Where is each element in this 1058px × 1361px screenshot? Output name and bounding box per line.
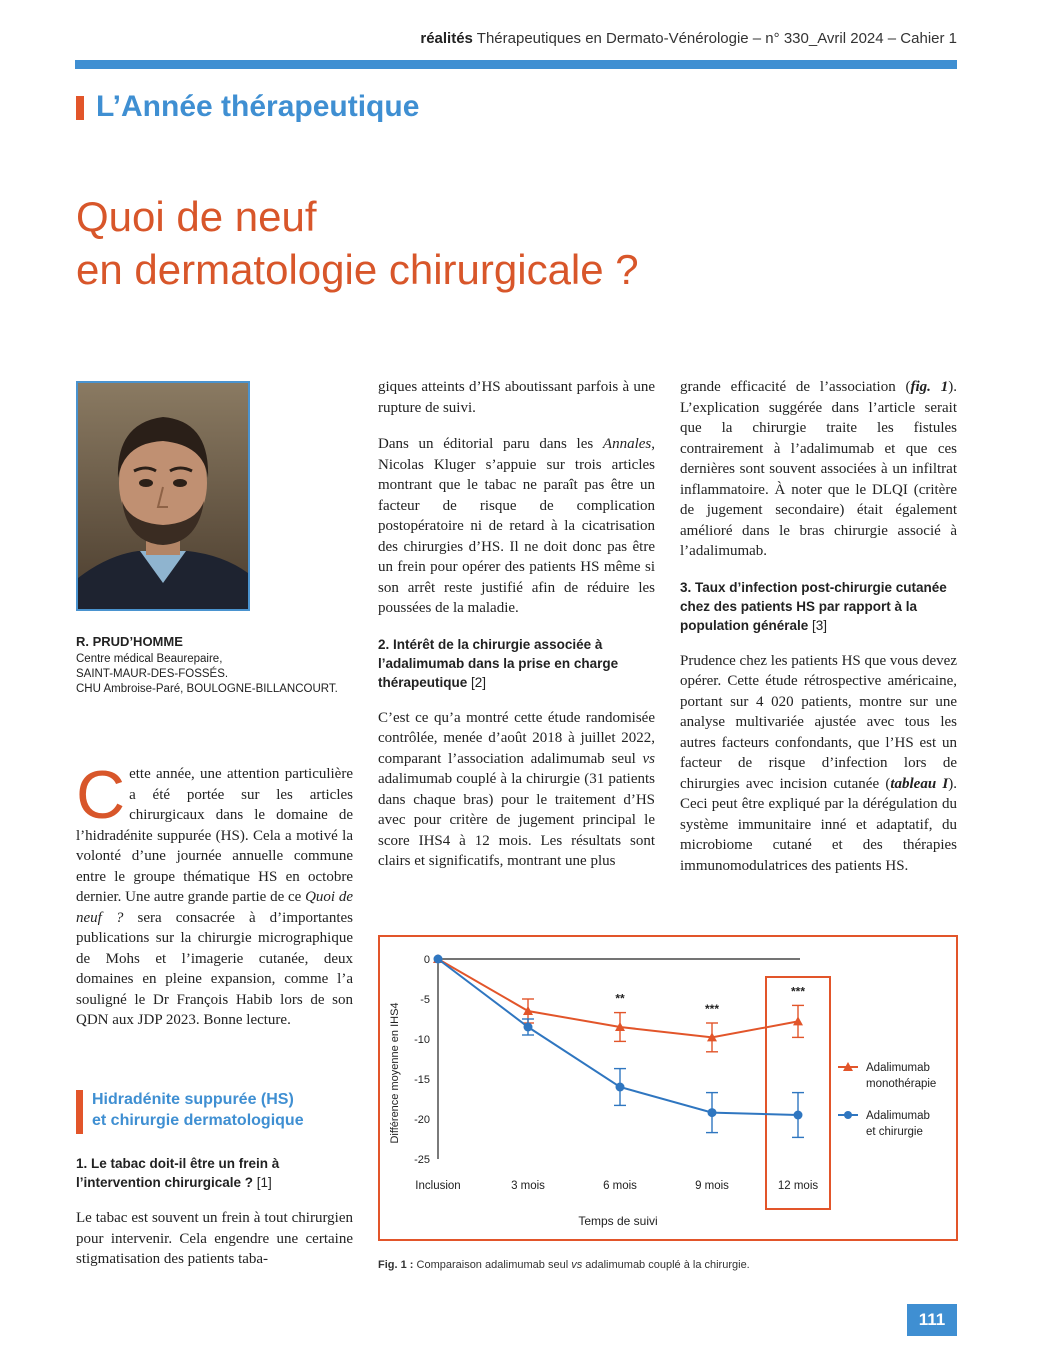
data-point-circle <box>794 1111 803 1120</box>
author-name: R. PRUD’HOMME <box>76 634 183 649</box>
x-tick-label: 6 mois <box>603 1180 637 1192</box>
subheading-marker <box>76 1090 83 1134</box>
y-tick-label: -5 <box>420 994 430 1006</box>
heading-2: 2. Intérêt de la chirurgie associée à l’adalimumab dans la prise en charge thérapeutique [2] <box>378 636 619 690</box>
figure-caption: Fig. 1 : Comparaison adalimumab seul vs adalimumab couplé à la chirurgie. <box>378 1259 750 1271</box>
x-tick-label: 9 mois <box>695 1180 729 1192</box>
heading-1: 1. Le tabac doit-il être un frein à l’intervention chirurgicale ? [1] <box>76 1156 280 1190</box>
y-tick-label: -25 <box>414 1154 430 1166</box>
page-title <box>76 190 639 296</box>
y-tick-label: -20 <box>414 1114 430 1126</box>
column-1-section <box>76 1154 353 1286</box>
paragraph-3-1: grande efficacité de l’association (fig. 1). L’explication suggérée dans l’article serait que la chirurgie traite les fistules contrairement à l’adalimumab et que ces dernières sont souvent associées à un infiltrat inflammatoire. À noter que le DLQI (critère de jugement secondaire) était également amélioré dans le bras chirurgie associé à l’adalimumab. <box>680 379 957 559</box>
data-point-circle <box>434 955 443 964</box>
x-tick-label: 12 mois <box>777 1180 819 1192</box>
legend-label: Adalimumab <box>866 1062 930 1074</box>
page-number: 111 <box>907 1304 957 1336</box>
data-point-triangle <box>523 1006 533 1015</box>
paragraph-2-3: C’est ce qu’a montré cette étude randomisée contrôlée, menée d’août 2018 à juillet 2022, comparant l’association adalimumab seul vs adalimumab couplé à la chirurgie (31 patients dans chaque bras) pour le traitement d’HS avec pour critère de jugement principal le score IHS4 à 12 mois. Les résultats sont clairs et significatifs, montrant une plus <box>378 709 655 869</box>
paragraph-2-1: giques atteints d’HS aboutissant parfois à une rupture de suivi. <box>378 379 655 416</box>
section-title: L’Année thérapeutique <box>96 90 420 123</box>
title-line-2: en dermatologie chirurgicale ? <box>76 246 639 293</box>
ihs4-line-chart <box>380 937 956 1239</box>
y-tick-label: 0 <box>423 954 430 966</box>
journal-brand: réalités <box>420 30 473 47</box>
header-rule <box>75 60 957 69</box>
affiliation-line-3: CHU Ambroise-Paré, BOULOGNE-BILLANCOURT. <box>76 683 338 695</box>
author-photo <box>76 381 250 611</box>
intro-paragraph: Cette année, une attention particulière a été portée sur les articles chirurgicaux dans le domaine de l’hidradénite suppurée (HS). Cela a motivé la volonté d’une journée annuelle commune entre le groupe thématique HS en octobre dernier. Une autre grande partie de ce Quoi de neuf ? sera consacrée à d’importantes publications sur la chirurgie micrographique de Mohs et l’imagerie cutanée, deux domaines en pleine expansion, comme l’a souligné le Dr François Habib lors de son QDN aux JDP 2023. Bonne lecture. <box>76 757 353 1028</box>
data-point-circle <box>708 1108 717 1117</box>
series-line-chirurgie <box>438 959 798 1115</box>
figure-frame <box>378 935 958 1241</box>
affiliation-line-2: SAINT-MAUR-DES-FOSSÉS. <box>76 668 229 680</box>
x-tick-label: Inclusion <box>415 1180 461 1192</box>
y-tick-label: -15 <box>414 1074 430 1086</box>
paragraph-2-2: Dans un éditorial paru dans les Annales, Nicolas Kluger s’appuie sur trois articles montrant que le tabac ne paraît pas être un facteur de risque de complication postopératoire ni de retard à la cicatrisation des chirurgies d’HS. Il ne doit donc pas être un frein pour opérer des patients HS même si son arrêt reste justifié afin de réduire les poussées de la maladie. <box>378 436 655 616</box>
data-point-circle <box>616 1083 625 1092</box>
section-marker <box>76 96 84 120</box>
heading-3: 3. Taux d’infection post-chirurgie cutanée chez des patients HS par rapport à la population générale [3] <box>680 579 947 633</box>
data-point-triangle <box>793 1016 803 1025</box>
journal-issue: Thérapeutiques en Dermato-Vénérologie – n° 330_Avril 2024 – Cahier 1 <box>472 30 957 47</box>
author-portrait-image <box>78 383 248 609</box>
column-3 <box>680 377 957 892</box>
y-tick-label: -10 <box>414 1034 430 1046</box>
significance-marker: *** <box>704 1002 720 1016</box>
legend-label: et chirurgie <box>866 1126 923 1138</box>
column-1-intro <box>76 757 353 1047</box>
significance-marker: *** <box>790 984 806 999</box>
column-2 <box>378 377 655 888</box>
affiliation-line-1: Centre médical Beaurepaire, <box>76 653 223 665</box>
legend-label: monothérapie <box>866 1078 937 1090</box>
subheading: Hidradénite suppurée (HS) et chirurgie dermatologique <box>92 1091 304 1129</box>
data-point-circle <box>524 1023 533 1032</box>
drop-cap: C <box>76 757 126 833</box>
title-line-1: Quoi de neuf <box>76 193 317 240</box>
x-tick-label: 3 mois <box>511 1180 545 1192</box>
significance-marker: ** <box>615 991 625 1006</box>
y-axis-label: Différence moyenne en IHS4 <box>389 1002 401 1144</box>
paragraph-tabac: Le tabac est souvent un frein à tout chirurgien pour intervenir. Cela engendre une certaine stigmatisation des patients taba- <box>76 1210 353 1267</box>
paragraph-3-2: Prudence chez les patients HS que vous devez opérer. Cette étude rétrospective américaine, portant sur 4 020 patients, montre sur une analyse multivariée ajustée avec tous les autres facteurs confondants, que l’HS est un facteur de risque d’infection lors de chirurgies avec incision cutanée (tableau I). Ceci peut être expliqué par la dérégulation du système immunitaire inné et adaptatif, du microbiome cutané et des thérapies immunomodulatrices des patients HS. <box>680 652 957 874</box>
author-affiliation <box>76 652 338 697</box>
legend-label: Adalimumab <box>866 1110 930 1122</box>
x-axis-label: Temps de suivi <box>578 1214 658 1228</box>
running-header <box>77 30 957 47</box>
legend-marker-circle <box>844 1111 852 1119</box>
